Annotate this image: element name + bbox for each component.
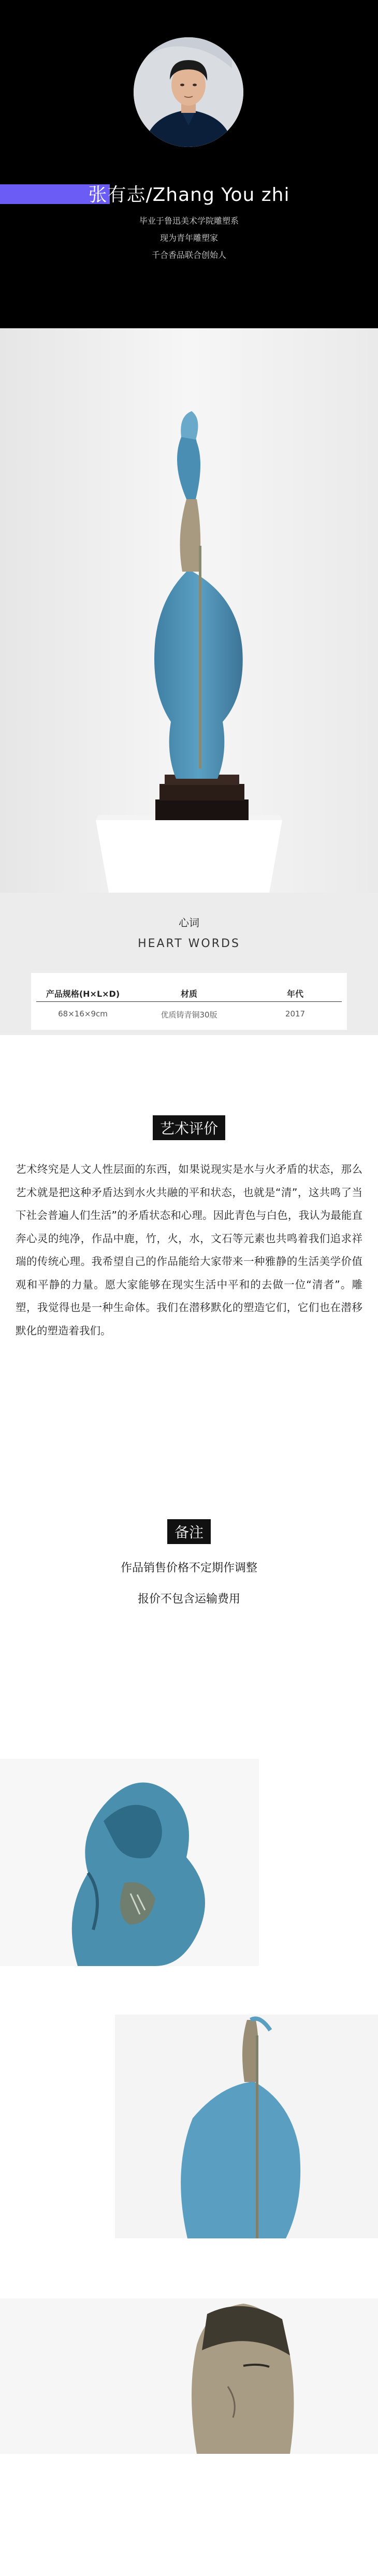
work-subtitle: HEART WORDS xyxy=(138,937,240,950)
spec-material xyxy=(135,973,243,1030)
bio-line: 现为青年雕塑家 xyxy=(159,233,218,243)
note-heading: 备注 xyxy=(167,1519,211,1544)
sculpture-image xyxy=(0,328,378,893)
detail-photo-face xyxy=(0,2298,378,2454)
sculpture-photo xyxy=(0,328,378,893)
bio-line: 千合香品联合创始人 xyxy=(151,250,226,260)
spec-label: 材质 xyxy=(180,989,197,999)
detail-ornament-image xyxy=(0,1759,259,1966)
artist-bio xyxy=(0,212,378,264)
artist-portrait-image xyxy=(134,37,243,147)
spec-year xyxy=(243,973,347,1030)
detail-robe-image xyxy=(115,2015,378,2238)
detail-face-image xyxy=(0,2298,378,2454)
work-info-card xyxy=(0,893,378,1035)
note-line: 作品销售价格不定期作调整 xyxy=(120,1562,257,1575)
work-title: 心词 xyxy=(179,916,199,929)
artist-avatar xyxy=(134,37,243,147)
artist-name: 张有志/Zhang You zhi xyxy=(88,184,290,206)
spec-value: 2017 xyxy=(285,1009,306,1018)
spec-dimensions xyxy=(31,973,135,1030)
bio-line: 毕业于鲁迅美术学院雕塑系 xyxy=(139,216,239,226)
spec-label: 年代 xyxy=(286,989,303,999)
spec-table xyxy=(31,973,347,1030)
spec-value: 优质铸青铜30版 xyxy=(161,1010,217,1020)
spec-value: 68×16×9cm xyxy=(58,1009,108,1018)
spec-label: 产品规格(H×L×D) xyxy=(46,989,120,999)
note-line: 报价不包含运输费用 xyxy=(137,1593,240,1606)
text-and-detail-section xyxy=(0,1035,378,2576)
detail-photo-ornament xyxy=(0,1759,259,1966)
detail-photo-robe xyxy=(115,2015,378,2238)
review-heading: 艺术评价 xyxy=(153,1115,225,1140)
review-text: 艺术终究是人文人性层面的东西，如果说现实是水与火矛盾的状态，那么艺术就是把这种矛盾达到水火共融的平和状态，也就是“清”，这共鸣了当下社会普遍人们生活”的矛盾状态和心理。因此青色与白色，我认为最能直奔心灵的纯净，作品中鹿，竹，火，水，文石等元素也共鸣着我们追求祥瑞的传统心理。我希望自己的作品能给大家带来一种雅静的生活美学价值观和平静的力量。愿大家能够在现实生活中平和的去做一位“清者”。雕塑，我觉得也是一种生命体。我们在潜移默化的塑造它们，它们也在潜移默化的塑造着我们。 xyxy=(16,1163,362,1337)
artist-header xyxy=(0,0,378,328)
